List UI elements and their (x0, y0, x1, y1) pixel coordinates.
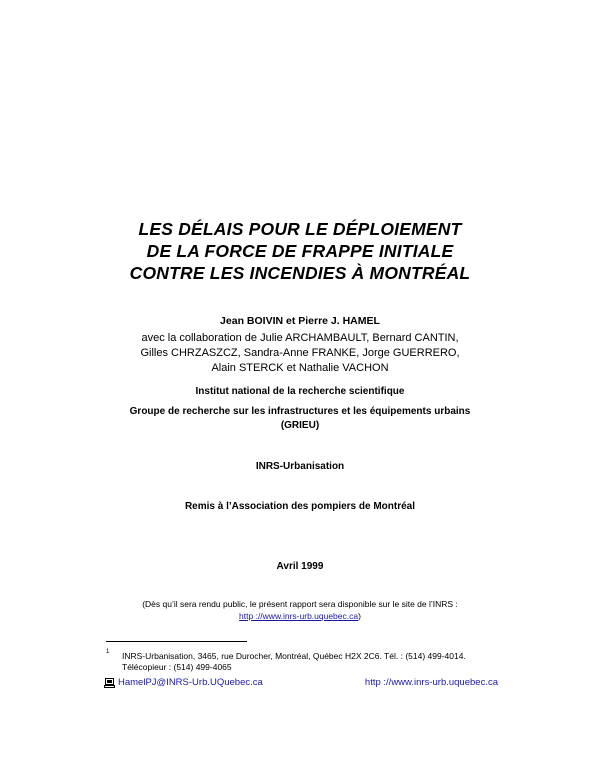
collaborators-line-3: Alain STERCK et Nathalie VACHON (211, 362, 389, 374)
email-link[interactable]: HamelPJ@INRS-Urb.UQuebec.ca (118, 677, 263, 688)
footnote-marker: 1 (106, 649, 110, 655)
availability-note (0, 598, 600, 622)
computer-mail-icon (104, 678, 115, 688)
availability-link[interactable]: http ://www.inrs-urb.uquebec.ca (239, 611, 359, 621)
report-date: Avril 1999 (276, 561, 324, 572)
collaborators-line-2: Gilles CHRZASZCZ, Sandra-Anne FRANKE, Jorge GUERRERO, (140, 347, 460, 359)
availability-line-2 (0, 610, 600, 622)
report-title (0, 218, 600, 284)
footnote-text (122, 651, 512, 673)
authors: Jean BOIVIN et Pierre J. HAMEL (220, 315, 380, 327)
collaborators (0, 331, 600, 376)
footnote-line-1: INRS-Urbanisation, 3465, rue Durocher, Montréal, Québec H2X 2C6. Tél. : (514) 499-4014. (122, 651, 466, 661)
website-link[interactable]: http ://www.inrs-urb.uquebec.ca (364, 677, 498, 688)
institute-name: Institut national de la recherche scientifique (195, 386, 405, 397)
title-line-3: CONTRE LES INCENDIES À MONTRÉAL (129, 263, 471, 283)
contact-row (104, 676, 498, 690)
submitted-to: Remis à l’Association des pompiers de Montréal (184, 501, 416, 512)
research-group-line-2: (GRIEU) (280, 420, 320, 431)
title-line-1: LES DÉLAIS POUR LE DÉPLOIEMENT (138, 219, 462, 239)
research-group (0, 405, 600, 433)
availability-close: ) (358, 611, 361, 621)
research-group-line-1: Groupe de recherche sur les infrastructures et les équipements urbains (129, 406, 471, 417)
availability-line-1: (Dès qu’il sera rendu public, le présent rapport sera disponible sur le site de l’INRS : (142, 599, 458, 609)
title-line-2: DE LA FORCE DE FRAPPE INITIALE (146, 241, 454, 261)
unit-name: INRS-Urbanisation (255, 461, 345, 472)
footnote-line-2: Télécopieur : (514) 499-4065 (122, 662, 232, 672)
collaborators-line-1: avec la collaboration de Julie ARCHAMBAULT, Bernard CANTIN, (141, 332, 459, 344)
footnote-divider (106, 641, 247, 642)
